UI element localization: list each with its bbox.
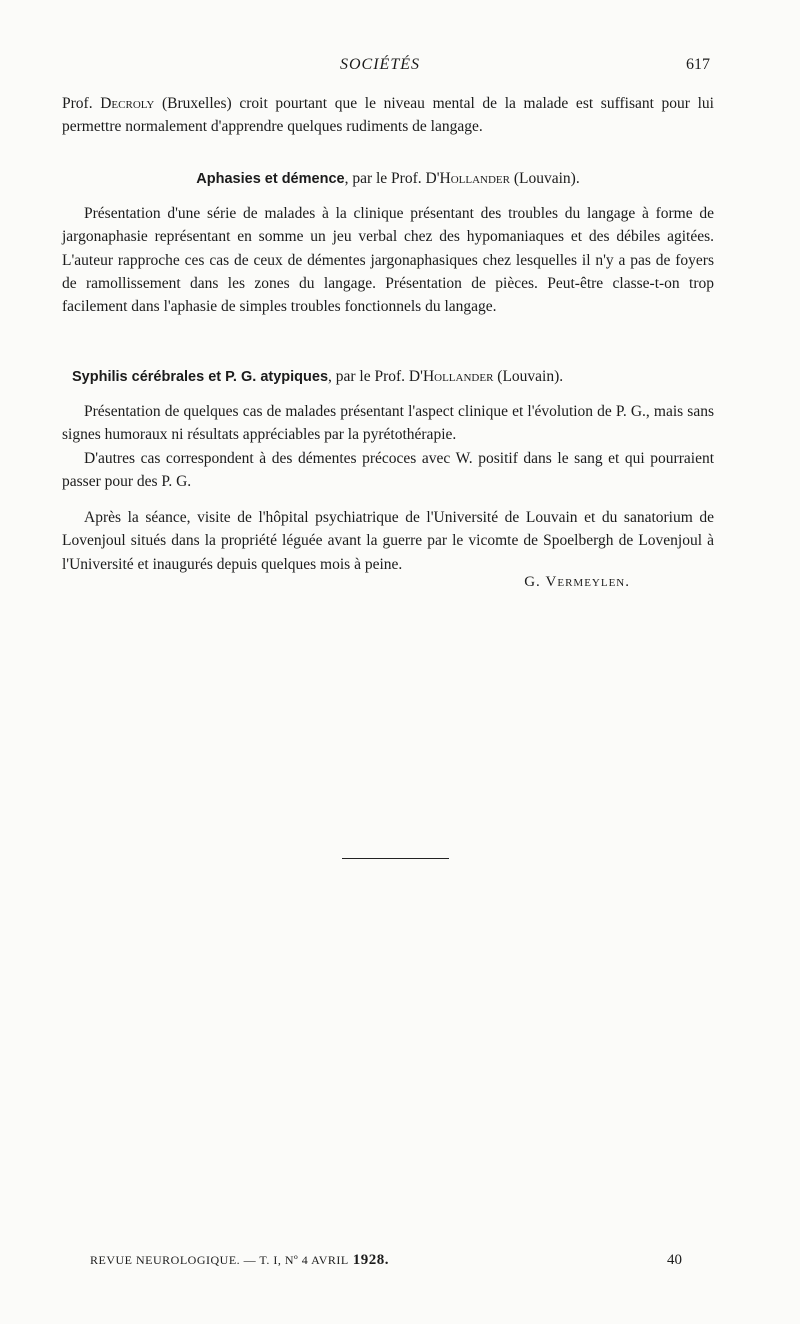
page-footer bbox=[0, 1252, 800, 1274]
section-paragraph: Présentation de quelques cas de malades présentant l'aspect clinique et l'évolution de P. G., mais sans signes humoraux ni résultats appréciables par la pyrétothérapie. bbox=[62, 403, 714, 444]
running-title: SOCIÉTÉS bbox=[340, 56, 420, 73]
page-number: 617 bbox=[686, 56, 710, 73]
section-title: Syphilis cérébrales et P. G. atypiques bbox=[72, 369, 329, 385]
section-heading-syphilis: Syphilis cérébrales et P. G. atypiques, par le Prof. D'Hollander (Louvain). bbox=[72, 368, 564, 385]
section-paragraph: D'autres cas correspondent à des démentes précoces avec W. positif dans le sang et qui pourraient passer pour des P. G. bbox=[62, 449, 714, 490]
signature: G. Vermeylen. bbox=[524, 574, 630, 590]
section-title: Aphasies et démence bbox=[196, 171, 345, 187]
closing-paragraph bbox=[62, 506, 714, 576]
closing-text: Après la séance, visite de l'hôpital psychiatrique de l'Université de Louvain et du sanatorium de Lovenjoul situés dans la propriété léguée avant la guerre par le vicomte de Spoelbergh de Lovenjoul à l'Université et inaugurés depuis quelques mois à peine. bbox=[62, 509, 714, 573]
author-decroly: Decroly bbox=[100, 95, 155, 112]
running-header bbox=[0, 56, 800, 80]
section-heading-aphasies: Aphasies et démence, par le Prof. D'Hollander (Louvain). bbox=[196, 170, 580, 187]
intro-text: Prof. Decroly (Bruxelles) croit pourtant que le niveau mental de la malade est suffisant pour lui permettre normalement d'apprendre quelques rudiments de langage. bbox=[62, 95, 714, 136]
section-paragraph: Présentation d'une série de malades à la clinique présentant des troubles du langage à forme de jargonaphasie représentant en somme un jeu verbal chez des hypomaniaques et des débiles agitées. L'auteur rapproche ces cas de ceux de démentes jargonaphasiques chez lesquelles il n'y a pas de foyers de ramollissement dans les zones du langage. Présentation de pièces. Peut-être classe-t-on trop facilement dans l'aphasie de simples troubles fonctionnels du langage. bbox=[62, 205, 714, 316]
section-aphasies-body bbox=[62, 202, 714, 318]
section-divider bbox=[342, 858, 449, 859]
sheet-number: 40 bbox=[667, 1252, 682, 1268]
journal-reference: REVUE NEUROLOGIQUE. — T. I, Nº 4 AVRIL 1928. bbox=[90, 1252, 389, 1268]
section-author: Hollander bbox=[422, 368, 494, 385]
section-syphilis-body bbox=[62, 400, 714, 493]
intro-paragraph bbox=[62, 92, 714, 139]
section-author: Hollander bbox=[439, 170, 510, 187]
